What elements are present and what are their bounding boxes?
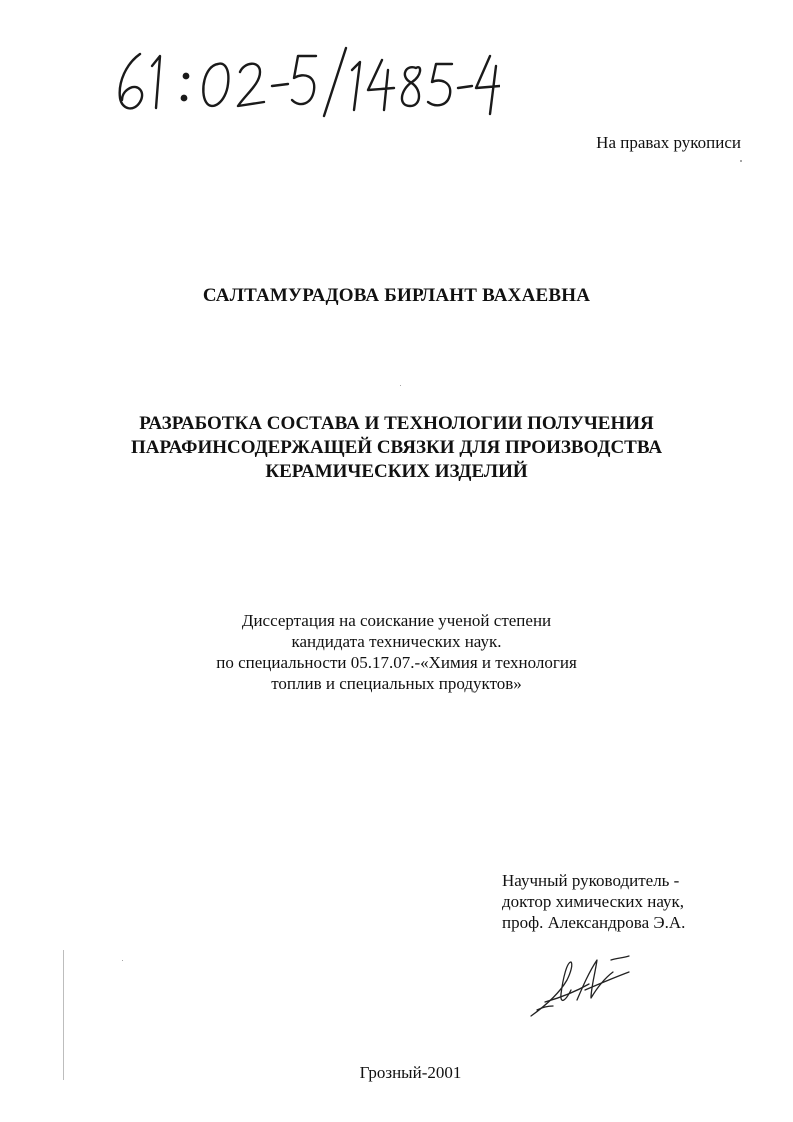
scan-speck (740, 160, 742, 162)
supervisor-line: проф. Александрова Э.А. (502, 913, 686, 932)
scan-speck (400, 385, 401, 386)
title-line: КЕРАМИЧЕСКИХ ИЗДЕЛИЙ (265, 461, 528, 482)
dissertation-subtitle (90, 610, 703, 694)
place-and-year: Грозный-2001 (359, 1063, 462, 1082)
subtitle-line: топлив и специальных продуктов» (271, 674, 522, 693)
scan-artifact-line (63, 950, 64, 1080)
subtitle-line: кандидата технических наук. (291, 632, 502, 651)
subtitle-line: по специальности 05.17.07.-«Химия и технология (216, 653, 577, 672)
author-name: САЛТАМУРАДОВА БИРЛАНТ ВАХАЕВНА (202, 285, 591, 306)
handwritten-signature (525, 950, 640, 1022)
supervisor-line: доктор химических наук, (502, 892, 685, 911)
scientific-supervisor (502, 870, 685, 933)
title-line: ПАРАФИНСОДЕРЖАЩЕЙ СВЯЗКИ ДЛЯ ПРОИЗВОДСТВА (130, 437, 663, 458)
title-line: РАЗРАБОТКА СОСТАВА И ТЕХНОЛОГИИ ПОЛУЧЕНИЯ (139, 413, 654, 434)
rights-note: На правах рукописи (596, 133, 741, 152)
handwritten-catalog-number (100, 40, 500, 118)
subtitle-line: Диссертация на соискание ученой степени (241, 611, 552, 630)
supervisor-line: Научный руководитель - (502, 871, 680, 890)
dissertation-title (80, 412, 713, 484)
scan-speck (122, 960, 123, 961)
